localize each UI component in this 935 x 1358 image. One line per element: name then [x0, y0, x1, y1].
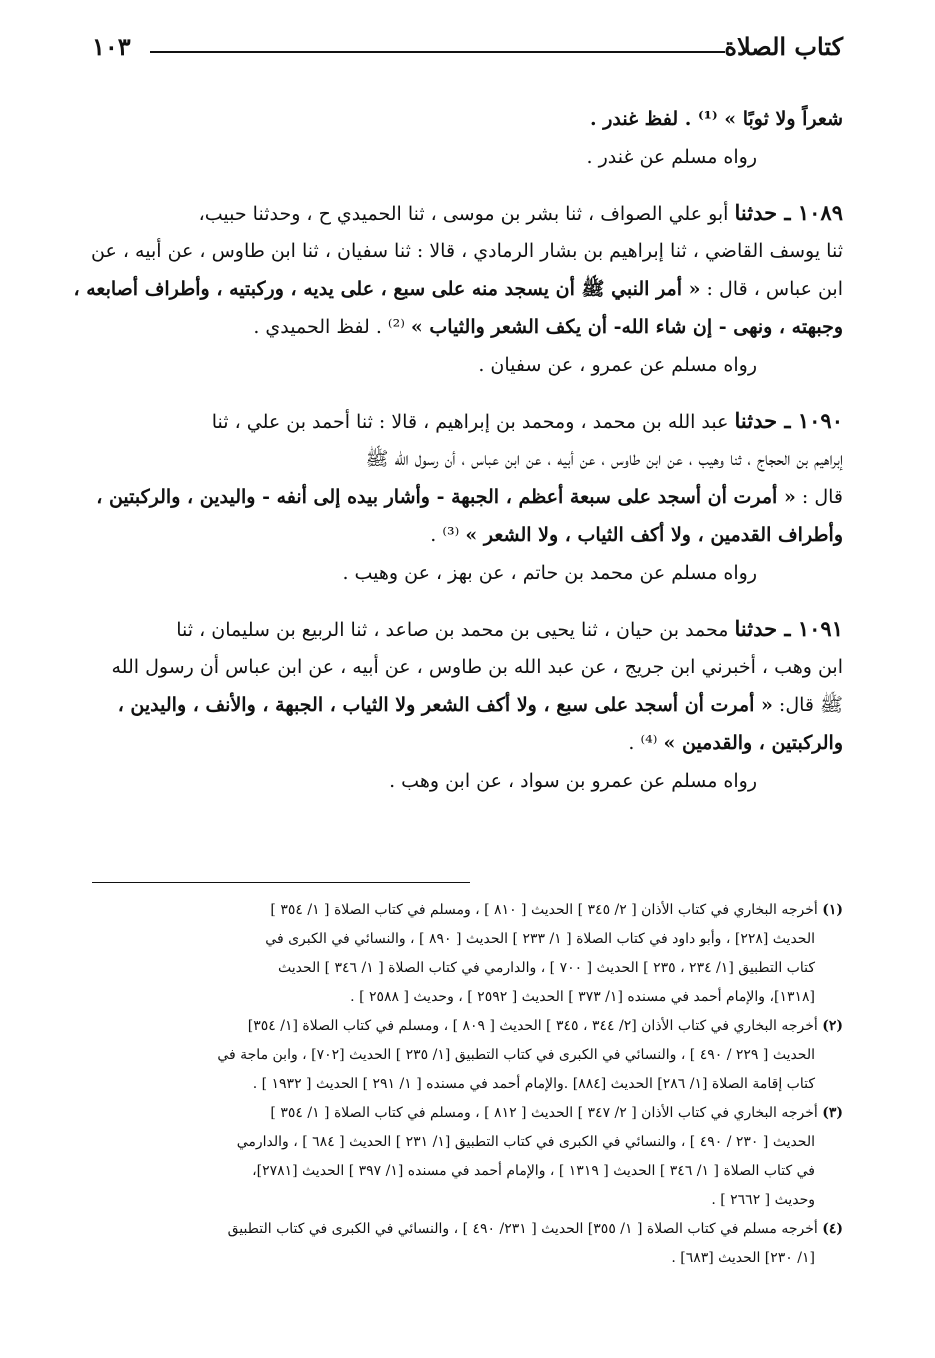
hadith-number: ١٠٩١ ـ حدثنا [734, 616, 843, 641]
footnote-line: كتاب التطبيق [١/ ٢٣٤ ، ٢٣٥ ] الحديث [ ٧٠٠ ] ، والدارمي في كتاب الصلاة [ ١/ ٣٤٦ ] الحديث [277, 960, 815, 976]
matn-text: « أمرت أن أسجد على سبعة أعظم ، الجبهة - وأشار بيده إلى أنفه - واليدين ، والركبتين ، [96, 486, 796, 508]
hadith-1089-line [92, 194, 843, 232]
footnote-line: الحديث [٢٢٨] ، وأبو داود في كتاب الصلاة [ ١/ ٢٣٣ ] الحديث [ ٨٩٠ ] ، والنسائي في الكبرى في [265, 931, 815, 947]
footnote-number: (٢) [822, 1018, 843, 1034]
footnote-ref-text: ⁽⁴⁾ . [628, 732, 658, 754]
footnote-3 [92, 1099, 843, 1128]
footnote-separator [92, 882, 470, 883]
footnote-line: [١/ ٢٣٠] الحديث [٦٨٣] . [671, 1250, 815, 1266]
footnote-text: أخرجه مسلم في كتاب الصلاة [ ١/ ٣٥٥] الحديث [ ٢٣١/ ٤٩٠ ] ، والنسائي في الكبرى في كتاب التطبيق [227, 1221, 818, 1237]
isnad-text: ابن عباس ، قال : [706, 278, 843, 300]
running-title: كتاب الصلاة [724, 32, 843, 61]
footnote-text: أخرجه البخاري في كتاب الأذان [ ٢/ ٣٤٥ ] الحديث [ ٨١٠ ] ، ومسلم في كتاب الصلاة [ ١/ ٣٥٤ ] [270, 902, 818, 918]
footnote-text: أخرجه البخاري في كتاب الأذان [٢/ ٣٤٤ ، ٣٤٥ ] الحديث [ ٨٠٩ ] ، ومسلم في كتاب الصلاة [١/ ٣٥٤] [247, 1018, 818, 1034]
text-line [92, 478, 843, 516]
isnad-text: محمد بن حيان ، ثنا يحيى بن محمد بن صاعد ، ثنا الربيع بن سليمان ، ثنا [176, 619, 729, 641]
footnote-4 [92, 1215, 843, 1244]
riwaya-line: رواه مسلم عن عمرو ، عن سفيان . [478, 354, 757, 376]
matn-text: وجبهته ، ونهى - إن شاء الله- أن يكف الشعر والثياب » [410, 316, 843, 338]
footnote-ref-text: ⁽³⁾ . [430, 524, 460, 546]
footnote-line: الحديث [ ٢٣٠ / ٤٩٠ ] ، والنسائي في الكبرى في كتاب التطبيق [١/ ٢٣١ ] الحديث [ ٦٨٤ ] ، والدارمي [236, 1134, 815, 1150]
matn-text: « أمر النبي ﷺ أن يسجد منه على سبع ، على يديه ، وركبتيه ، وأطراف أصابعه ، [73, 278, 701, 300]
text-line [92, 724, 843, 762]
main-text [73, 100, 843, 800]
hadith-1091-line [92, 610, 843, 648]
footnote-text: أخرجه البخاري في كتاب الأذان [ ٢/ ٣٤٧ ] الحديث [ ٨١٢ ] ، ومسلم في كتاب الصلاة [ ١/ ٣٥٤ ] [270, 1105, 818, 1121]
footnote-1 [92, 896, 843, 925]
page-number: ١٠٣ [92, 32, 131, 61]
hadith-number: ١٠٩٠ ـ حدثنا [734, 408, 843, 433]
header-rule [150, 51, 725, 53]
matn-text: والركبتين ، والقدمين » [663, 732, 843, 754]
footnote-line: الحديث [ ٢٢٩ / ٤٩٠ ] ، والنسائي في الكبرى في كتاب التطبيق [١/ ٢٣٥ ] الحديث [٧٠٢] ، وابن ماجة في [217, 1047, 815, 1063]
footnotes [92, 896, 843, 1273]
text-line [73, 270, 843, 308]
hadith-number: ١٠٨٩ ـ حدثنا [734, 200, 843, 225]
riwaya-line: رواه مسلم عن عمرو بن سواد ، عن ابن وهب . [389, 770, 757, 792]
riwaya-line: رواه مسلم عن غندر . [586, 146, 757, 168]
isnad-text: ﷺ قال: [778, 694, 843, 716]
footnote-2 [92, 1012, 843, 1041]
footnote-line: كتاب إقامة الصلاة [١/ ٢٨٦] الحديث [٨٨٤] .والإمام أحمد في مسنده [ ١/ ٢٩١ ] الحديث [ ١٩٣٢ ] . [252, 1076, 815, 1092]
text-line: شعراً ولا ثوبًا » ⁽¹⁾ . لفظ غندر . [590, 108, 843, 130]
text-line: إبراهيم بن الحجاج ، ثنا وهيب ، عن ابن طاوس ، عن أبيه ، عن ابن عباس ، أن رسول الله ﷺ [365, 448, 843, 470]
page-header [92, 30, 843, 70]
footnote-line: وحديث [ ٢٦٦٢ ] . [711, 1192, 815, 1208]
footnote-ref-text: ⁽²⁾ . لفظ الحميدي . [253, 316, 405, 338]
footnote-number: (١) [822, 902, 843, 918]
footnote-number: (٤) [822, 1221, 843, 1237]
text-line: ابن وهب ، أخبرني ابن جريج ، عن عبد الله بن طاوس ، عن أبيه ، عن ابن عباس أن رسول الله [111, 656, 843, 678]
isnad-text: قال : [801, 486, 843, 508]
footnote-number: (٣) [822, 1105, 843, 1121]
matn-text: « أمرت أن أسجد على سبع ، ولا أكف الشعر ولا الثياب ، الجبهة ، والأنف ، واليدين ، [117, 694, 773, 716]
footnote-line: [١٣١٨]، والإمام أحمد في مسنده [١/ ٣٧٣ ] الحديث [ ٢٥٩٢ ] ، وحديث [ ٢٥٨٨ ] . [350, 989, 815, 1005]
text-line [92, 686, 843, 724]
isnad-text: عبد الله بن محمد ، ومحمد بن إبراهيم ، قالا : ثنا أحمد بن علي ، ثنا [211, 411, 729, 433]
footnote-line: في كتاب الصلاة [ ١/ ٣٤٦ ] الحديث [ ١٣١٩ ] ، والإمام أحمد في مسنده [١/ ٣٩٧ ] الحديث [٢٧٨١]، [252, 1163, 815, 1179]
hadith-1090-line [92, 402, 843, 440]
text-line [92, 516, 843, 554]
text-line: ثنا يوسف القاضي ، ثنا إبراهيم بن بشار الرمادي ، قالا : ثنا سفيان ، ثنا ابن طاوس ، عن أبيه ، عن [91, 240, 843, 262]
riwaya-line: رواه مسلم عن محمد بن حاتم ، عن بهز ، عن وهيب . [342, 562, 757, 584]
isnad-text: أبو علي الصواف ، ثنا بشر بن موسى ، ثنا الحميدي ح ، وحدثنا حبيب، [198, 203, 729, 225]
text-line [92, 308, 843, 346]
matn-text: وأطراف القدمين ، ولا أكف الثياب ، ولا الشعر » [465, 524, 843, 546]
